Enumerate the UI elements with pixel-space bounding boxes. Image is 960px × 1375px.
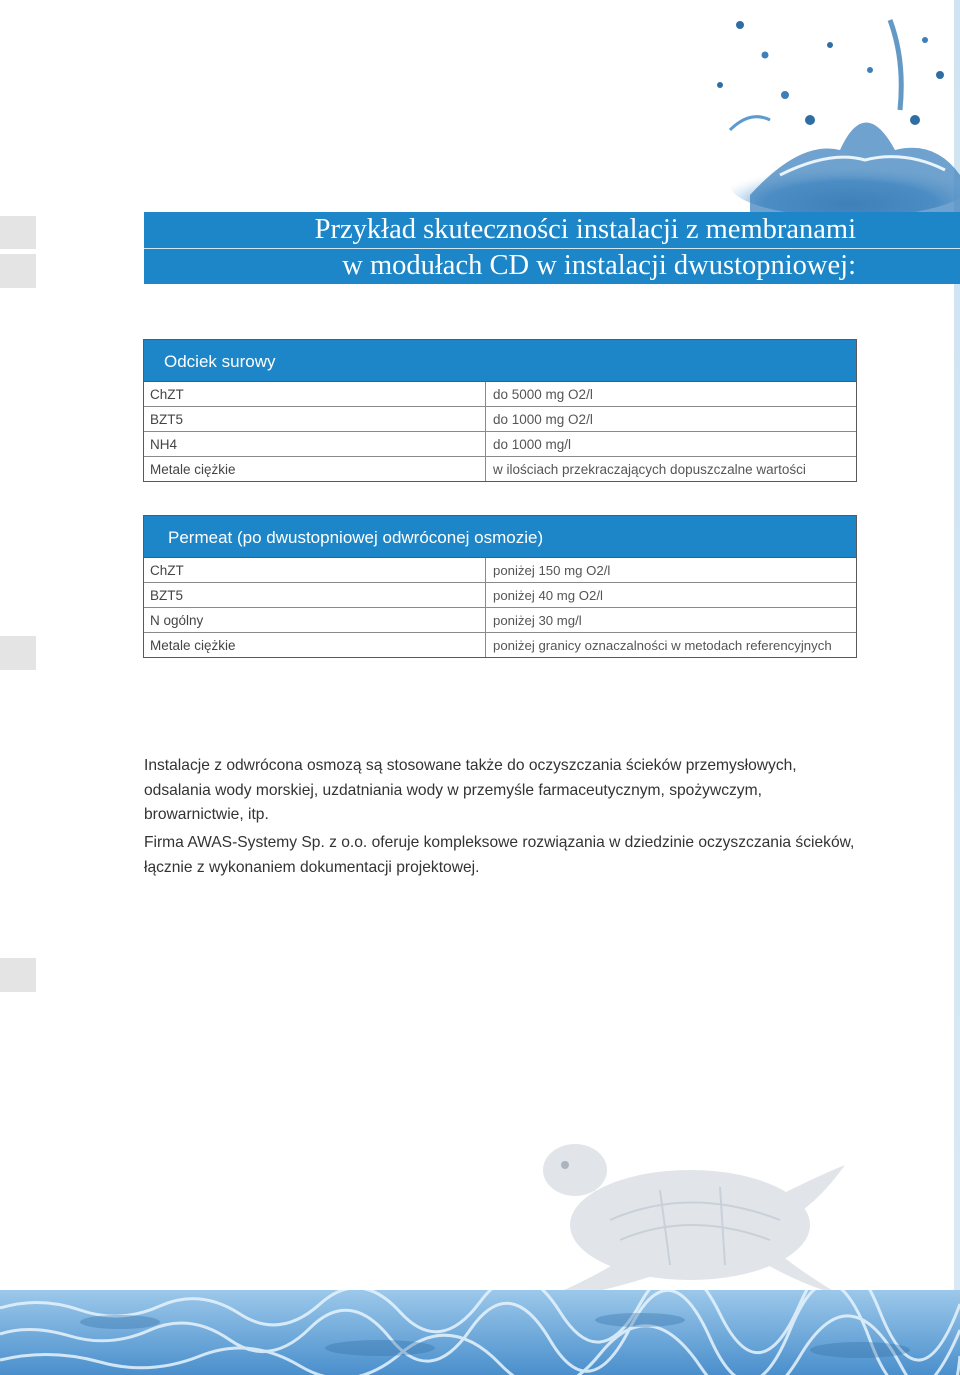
side-tab-3 — [0, 636, 36, 670]
param-cell: BZT5 — [144, 583, 486, 607]
side-tab-1 — [0, 216, 36, 249]
raw-leachate-table — [143, 339, 857, 482]
value-cell: poniżej 150 mg O2/l — [493, 563, 611, 578]
table-row — [144, 608, 856, 633]
param-cell: Metale ciężkie — [144, 457, 486, 481]
value-cell: poniżej granicy oznaczalności w metodach referencyjnych — [493, 638, 832, 653]
value-cell: do 1000 mg/l — [493, 437, 572, 452]
value-cell: do 1000 mg O2/l — [493, 412, 593, 427]
value-cell: do 5000 mg O2/l — [493, 387, 593, 402]
param-cell: ChZT — [144, 558, 486, 582]
table-row — [144, 407, 856, 432]
turtle-watermark-image — [520, 1115, 850, 1305]
title-line-1: Przykład skuteczności instalacji z membranami — [314, 214, 856, 245]
side-tab-4 — [0, 958, 36, 992]
value-cell: w ilościach przekraczających dopuszczalne wartości — [493, 462, 806, 477]
title-banner — [144, 212, 960, 284]
param-cell: BZT5 — [144, 407, 486, 431]
table-row — [144, 432, 856, 457]
permeate-table — [143, 515, 857, 658]
param-cell: N ogólny — [144, 608, 486, 632]
table-row — [144, 558, 856, 583]
table-row — [144, 382, 856, 407]
body-paragraph-2: Firma AWAS-Systemy Sp. z o.o. oferuje kompleksowe rozwiązania w dziedzinie oczyszczania ścieków, łącznie z wykonaniem dokumentacji projektowej. — [144, 834, 855, 876]
table-header: Permeat (po dwustopniowej odwróconej osmozie) — [144, 516, 856, 558]
value-cell: poniżej 40 mg O2/l — [493, 588, 603, 603]
table-row — [144, 457, 856, 481]
title-line-2: w modułach CD w instalacji dwustopniowej: — [342, 250, 856, 281]
body-paragraph-1: Instalacje z odwrócona osmozą są stosowane także do oczyszczania ścieków przemysłowych, odsalania wody morskiej, uzdatniania wody w przemyśle farmaceutycznym, spożywczym, browarnictwie, itp. — [144, 757, 797, 823]
table-header: Odciek surowy — [144, 340, 856, 382]
param-cell: NH4 — [144, 432, 486, 456]
param-cell: ChZT — [144, 382, 486, 406]
param-cell: Metale ciężkie — [144, 633, 486, 657]
water-surface-image — [0, 1290, 960, 1375]
table-row — [144, 583, 856, 608]
side-tab-2 — [0, 254, 36, 288]
table-row — [144, 633, 856, 657]
water-splash-image — [690, 0, 960, 215]
value-cell: poniżej 30 mg/l — [493, 613, 582, 628]
